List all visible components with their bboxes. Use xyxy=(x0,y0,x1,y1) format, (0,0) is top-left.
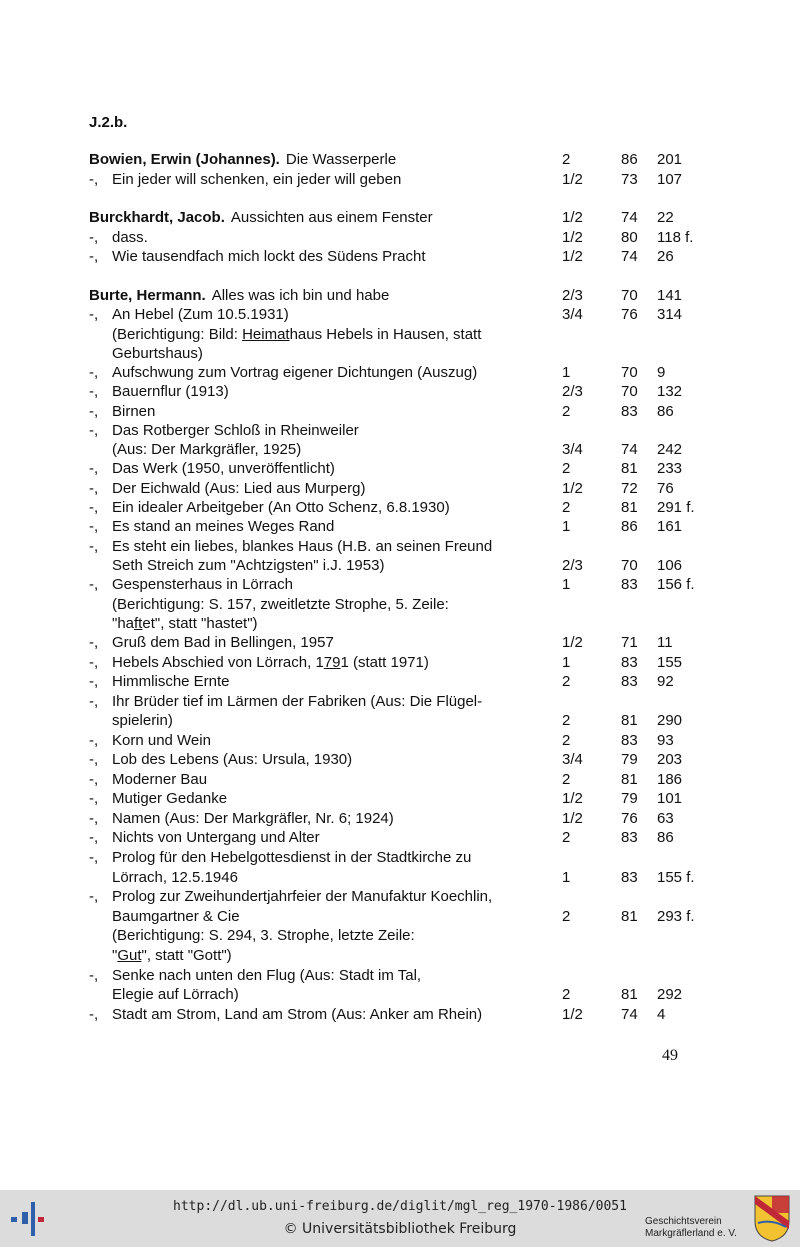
volume-number: 2/3 xyxy=(562,383,583,400)
year-number: 81 xyxy=(621,771,638,788)
bibliography-entry xyxy=(0,556,800,576)
volume-number: 3/4 xyxy=(562,306,583,323)
year-number: 83 xyxy=(621,869,638,886)
section-heading: J.2.b. xyxy=(89,114,128,131)
bibliography-entry xyxy=(0,325,800,345)
bibliography-entry xyxy=(0,363,800,383)
ditto-mark: -, xyxy=(89,849,99,866)
year-number: 81 xyxy=(621,986,638,1003)
entry-title: Hebels Abschied von Lörrach, 1791 (statt 1971) xyxy=(112,654,429,671)
volume-number: 1/2 xyxy=(562,209,583,226)
work-title: Aussichten aus einem Fenster xyxy=(230,209,433,226)
bibliography-entry xyxy=(0,868,800,888)
society-name xyxy=(645,1216,737,1240)
ditto-mark: -, xyxy=(89,576,99,593)
volume-number: 1/2 xyxy=(562,171,583,188)
entry-title: Prolog zur Zweihundertjahrfeier der Manufaktur Koechlin, xyxy=(112,888,493,905)
ditto-mark: -, xyxy=(89,751,99,768)
volume-number: 2 xyxy=(562,673,571,690)
bibliography-entry xyxy=(0,150,800,170)
volume-number: 2/3 xyxy=(562,557,583,574)
volume-number: 2 xyxy=(562,151,571,168)
page-reference: 141 xyxy=(657,287,683,304)
ditto-mark: -, xyxy=(89,383,99,400)
bibliography-entry xyxy=(0,887,800,907)
author-name: Burckhardt, Jacob. xyxy=(89,209,225,226)
ditto-mark: -, xyxy=(89,967,99,984)
year-number: 83 xyxy=(621,732,638,749)
ditto-mark: -, xyxy=(89,771,99,788)
bibliography-entry xyxy=(0,614,800,634)
ditto-mark: -, xyxy=(89,790,99,807)
copyright-text: © Universitätsbibliothek Freiburg xyxy=(283,1221,517,1237)
ditto-mark: -, xyxy=(89,364,99,381)
entry-title: Stadt am Strom, Land am Strom (Aus: Anker am Rhein) xyxy=(112,1006,483,1023)
ditto-mark: -, xyxy=(89,654,99,671)
entry-title: Himmlische Ernte xyxy=(112,673,230,690)
ditto-mark: -, xyxy=(89,829,99,846)
bibliography-entry xyxy=(0,653,800,673)
page-reference: 92 xyxy=(657,673,674,690)
page-reference: 291 f. xyxy=(657,499,695,516)
viewer-footer xyxy=(0,1190,800,1247)
year-number: 74 xyxy=(621,209,638,226)
entry-title xyxy=(89,208,433,228)
year-number: 73 xyxy=(621,171,638,188)
entry-title: Moderner Bau xyxy=(112,771,208,788)
ditto-mark: -, xyxy=(89,732,99,749)
entry-title: "Gut", statt "Gott") xyxy=(112,947,232,964)
entry-title: Ihr Brüder tief im Lärmen der Fabriken (Aus: Die Flügel- xyxy=(112,693,483,710)
entry-title: dass. xyxy=(112,229,148,246)
page-reference: 11 xyxy=(657,634,673,651)
bibliography-entry xyxy=(0,731,800,751)
author-name: Bowien, Erwin (Johannes). xyxy=(89,151,280,168)
entry-title: Lob des Lebens (Aus: Ursula, 1930) xyxy=(112,751,353,768)
volume-number: 1 xyxy=(562,364,571,381)
page-reference: 156 f. xyxy=(657,576,695,593)
page-reference: 93 xyxy=(657,732,674,749)
year-number: 86 xyxy=(621,151,638,168)
year-number: 70 xyxy=(621,287,638,304)
volume-number: 1 xyxy=(562,576,571,593)
ditto-mark: -, xyxy=(89,538,99,555)
page-reference: 155 xyxy=(657,654,683,671)
page-reference: 201 xyxy=(657,151,683,168)
volume-number: 2 xyxy=(562,732,571,749)
bibliography-entry xyxy=(0,946,800,966)
page-reference: 63 xyxy=(657,810,674,827)
ditto-mark: -, xyxy=(89,460,99,477)
work-title: Die Wasserperle xyxy=(285,151,397,168)
bibliography-entry xyxy=(0,382,800,402)
volume-number: 2 xyxy=(562,460,571,477)
year-number: 70 xyxy=(621,364,638,381)
volume-number: 1/2 xyxy=(562,634,583,651)
page-reference: 132 xyxy=(657,383,683,400)
page-reference: 76 xyxy=(657,480,674,497)
volume-number: 2/3 xyxy=(562,287,583,304)
markgraeflerland-crest-icon xyxy=(752,1193,792,1243)
year-number: 72 xyxy=(621,480,638,497)
entry-title: "haftet", statt "hastet") xyxy=(112,615,258,632)
year-number: 74 xyxy=(621,441,638,458)
volume-number: 1/2 xyxy=(562,248,583,265)
bibliography-entry xyxy=(0,926,800,946)
page-reference: 242 xyxy=(657,441,683,458)
year-number: 83 xyxy=(621,654,638,671)
society-line-1: Geschichtsverein xyxy=(645,1216,722,1227)
entry-title: Bauernflur (1913) xyxy=(112,383,229,400)
source-url-link[interactable]: http://dl.ub.uni-freiburg.de/diglit/mgl_reg_1970-1986/0051 xyxy=(173,1199,627,1214)
year-number: 83 xyxy=(621,576,638,593)
volume-number: 3/4 xyxy=(562,751,583,768)
page-reference: 293 f. xyxy=(657,908,695,925)
volume-number: 1/2 xyxy=(562,790,583,807)
year-number: 70 xyxy=(621,383,638,400)
volume-number: 1/2 xyxy=(562,1006,583,1023)
bibliography-entry xyxy=(0,517,800,537)
entry-title: Prolog für den Hebelgottesdienst in der Stadtkirche zu xyxy=(112,849,472,866)
year-number: 74 xyxy=(621,248,638,265)
ditto-mark: -, xyxy=(89,810,99,827)
author-name: Burte, Hermann. xyxy=(89,287,206,304)
year-number: 70 xyxy=(621,557,638,574)
bibliography-entry xyxy=(0,344,800,364)
ditto-mark: -, xyxy=(89,518,99,535)
year-number: 76 xyxy=(621,810,638,827)
page-reference: 161 xyxy=(657,518,683,535)
bibliography-entry xyxy=(0,208,800,228)
entry-title: Geburtshaus) xyxy=(112,345,203,362)
volume-number: 2 xyxy=(562,712,571,729)
year-number: 81 xyxy=(621,460,638,477)
entry-title: Senke nach unten den Flug (Aus: Stadt im Tal, xyxy=(112,967,422,984)
bibliography-entry xyxy=(0,537,800,557)
bibliography-entry xyxy=(0,1005,800,1025)
volume-number: 1/2 xyxy=(562,480,583,497)
entry-title: Das Werk (1950, unveröffentlicht) xyxy=(112,460,335,477)
bibliography-entry xyxy=(0,479,800,499)
entry-title: Es steht ein liebes, blankes Haus (H.B. an seinen Freund xyxy=(112,538,493,555)
bibliography-entry xyxy=(0,247,800,267)
bibliography-entry xyxy=(0,402,800,422)
bibliography-entry xyxy=(0,575,800,595)
year-number: 76 xyxy=(621,306,638,323)
page-reference: 9 xyxy=(657,364,666,381)
entry-title: Wie tausendfach mich lockt des Südens Pracht xyxy=(112,248,426,265)
page-reference: 118 f. xyxy=(657,229,694,246)
page-reference: 186 xyxy=(657,771,683,788)
bibliography-entry xyxy=(0,440,800,460)
entry-title xyxy=(89,286,389,306)
volume-number: 2 xyxy=(562,771,571,788)
entry-title: Birnen xyxy=(112,403,156,420)
year-number: 83 xyxy=(621,829,638,846)
bibliography-entry xyxy=(0,907,800,927)
entry-title: Lörrach, 12.5.1946 xyxy=(112,869,238,886)
entry-title: (Aus: Der Markgräfler, 1925) xyxy=(112,441,302,458)
year-number: 83 xyxy=(621,403,638,420)
page-reference: 101 xyxy=(657,790,683,807)
society-line-2: Markgräflerland e. V. xyxy=(645,1228,737,1239)
bibliography-entry xyxy=(0,750,800,770)
work-title: Alles was ich bin und habe xyxy=(211,287,390,304)
bibliography-entry xyxy=(0,170,800,190)
ditto-mark: -, xyxy=(89,480,99,497)
page-reference: 233 xyxy=(657,460,683,477)
bibliography-entry xyxy=(0,421,800,441)
bibliography-entry xyxy=(0,809,800,829)
entry-title: Es stand an meines Weges Rand xyxy=(112,518,335,535)
bibliography-entry xyxy=(0,789,800,809)
page-reference: 203 xyxy=(657,751,683,768)
entry-title: Baumgartner & Cie xyxy=(112,908,240,925)
year-number: 81 xyxy=(621,908,638,925)
page-reference: 290 xyxy=(657,712,683,729)
volume-number: 2 xyxy=(562,499,571,516)
entry-title xyxy=(89,150,396,170)
ditto-mark: -, xyxy=(89,634,99,651)
bibliography-entry xyxy=(0,985,800,1005)
entry-title: Seth Streich zum "Achtzigsten" i.J. 1953) xyxy=(112,557,385,574)
volume-number: 3/4 xyxy=(562,441,583,458)
ditto-mark: -, xyxy=(89,693,99,710)
page-reference: 155 f. xyxy=(657,869,695,886)
page-reference: 107 xyxy=(657,171,683,188)
bibliography-entry xyxy=(0,228,800,248)
entry-title: An Hebel (Zum 10.5.1931) xyxy=(112,306,289,323)
page-reference: 4 xyxy=(657,1006,666,1023)
bibliography-entry xyxy=(0,692,800,712)
page-reference: 106 xyxy=(657,557,683,574)
ditto-mark: -, xyxy=(89,888,99,905)
bibliography-entry xyxy=(0,459,800,479)
entry-title: Mutiger Gedanke xyxy=(112,790,228,807)
bibliography-entry xyxy=(0,305,800,325)
bibliography-entry xyxy=(0,848,800,868)
entry-title: Elegie auf Lörrach) xyxy=(112,986,239,1003)
ditto-mark: -, xyxy=(89,306,99,323)
volume-number: 1/2 xyxy=(562,810,583,827)
volume-number: 2 xyxy=(562,986,571,1003)
bibliography-entry xyxy=(0,633,800,653)
page-reference: 86 xyxy=(657,829,674,846)
year-number: 79 xyxy=(621,790,638,807)
volume-number: 1/2 xyxy=(562,229,583,246)
page-reference: 26 xyxy=(657,248,674,265)
entry-title: (Berichtigung: S. 157, zweitletzte Strophe, 5. Zeile: xyxy=(112,596,449,613)
ditto-mark: -, xyxy=(89,403,99,420)
page-reference: 22 xyxy=(657,209,674,226)
bibliography-entry xyxy=(0,828,800,848)
entry-title: Nichts von Untergang und Alter xyxy=(112,829,320,846)
volume-number: 1 xyxy=(562,518,571,535)
bibliography-entry xyxy=(0,498,800,518)
year-number: 74 xyxy=(621,1006,638,1023)
volume-number: 1 xyxy=(562,654,571,671)
volume-number: 2 xyxy=(562,829,571,846)
ditto-mark: -, xyxy=(89,499,99,516)
year-number: 86 xyxy=(621,518,638,535)
year-number: 79 xyxy=(621,751,638,768)
page-reference: 314 xyxy=(657,306,683,323)
ditto-mark: -, xyxy=(89,422,99,439)
bibliography-entry xyxy=(0,595,800,615)
page-reference: 86 xyxy=(657,403,674,420)
entry-title: Der Eichwald (Aus: Lied aus Murperg) xyxy=(112,480,366,497)
year-number: 83 xyxy=(621,673,638,690)
ditto-mark: -, xyxy=(89,1006,99,1023)
page-number: 49 xyxy=(662,1047,678,1064)
bibliography-entry xyxy=(0,672,800,692)
entry-title: Aufschwung zum Vortrag eigener Dichtungen (Auszug) xyxy=(112,364,478,381)
entry-title: Das Rotberger Schloß in Rheinweiler xyxy=(112,422,359,439)
entry-title: Ein idealer Arbeitgeber (An Otto Schenz, 6.8.1930) xyxy=(112,499,450,516)
entry-title: Ein jeder will schenken, ein jeder will geben xyxy=(112,171,402,188)
page-reference: 292 xyxy=(657,986,683,1003)
volume-number: 2 xyxy=(562,908,571,925)
entry-title: Korn und Wein xyxy=(112,732,211,749)
volume-number: 1 xyxy=(562,869,571,886)
year-number: 71 xyxy=(621,634,638,651)
entry-title: Gruß dem Bad in Bellingen, 1957 xyxy=(112,634,334,651)
bibliography-entry xyxy=(0,966,800,986)
entry-title: (Berichtigung: S. 294, 3. Strophe, letzte Zeile: xyxy=(112,927,415,944)
bibliography-entry xyxy=(0,711,800,731)
ditto-mark: -, xyxy=(89,171,99,188)
bibliography-entry xyxy=(0,770,800,790)
entry-title: Namen (Aus: Der Markgräfler, Nr. 6; 1924) xyxy=(112,810,394,827)
year-number: 80 xyxy=(621,229,638,246)
entry-title: (Berichtigung: Bild: Heimathaus Hebels in Hausen, statt xyxy=(112,326,482,343)
volume-number: 2 xyxy=(562,403,571,420)
ditto-mark: -, xyxy=(89,673,99,690)
ditto-mark: -, xyxy=(89,229,99,246)
year-number: 81 xyxy=(621,499,638,516)
bibliography-entry xyxy=(0,286,800,306)
entry-title: Gespensterhaus in Lörrach xyxy=(112,576,293,593)
year-number: 81 xyxy=(621,712,638,729)
entry-title: spielerin) xyxy=(112,712,173,729)
ditto-mark: -, xyxy=(89,248,99,265)
